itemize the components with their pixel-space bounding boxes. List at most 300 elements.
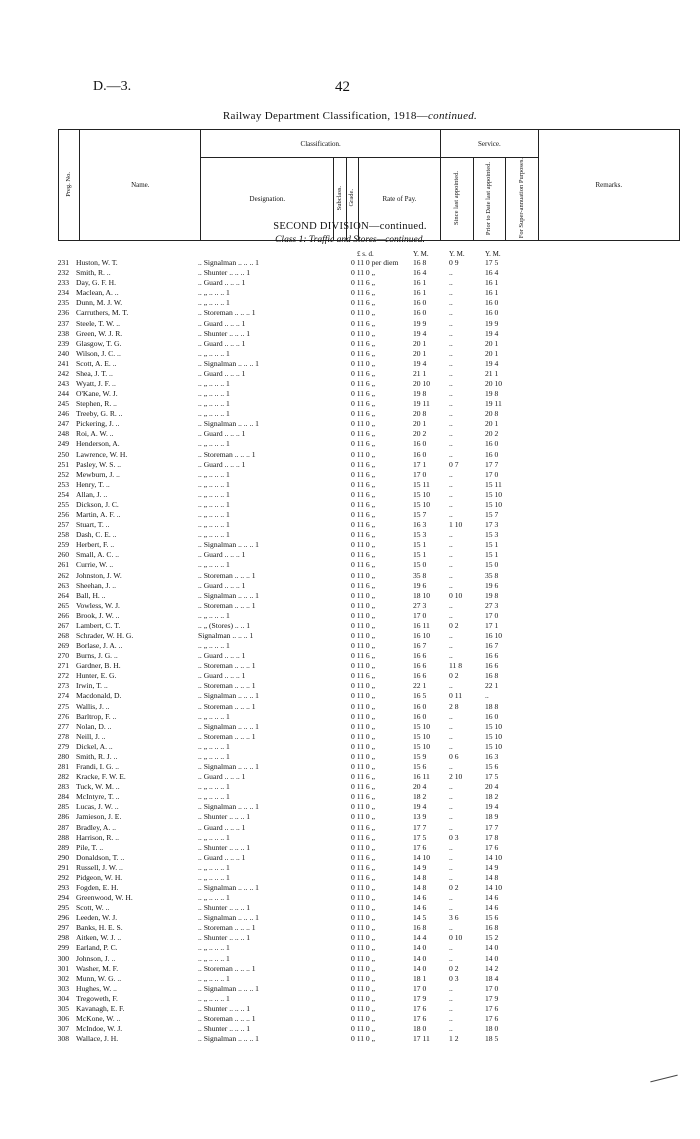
row-prior: .. <box>449 389 453 398</box>
row-designation: .. „ .. .. .. 1 <box>198 510 230 519</box>
row-rate-of-pay: 0 11 6 „ <box>351 348 375 358</box>
table-row <box>0 399 700 408</box>
row-superannuation: 19 9 <box>485 318 499 328</box>
row-prior: .. <box>449 338 453 348</box>
row-prior: .. <box>449 409 453 419</box>
row-designation: .. Storeman .. .. .. 1 <box>198 661 256 671</box>
row-number: 296 <box>57 913 69 923</box>
row-rate-of-pay: 0 11 0 „ <box>351 973 375 983</box>
row-prior: .. <box>449 278 453 288</box>
row-designation: .. „ .. .. .. 1 <box>198 973 230 983</box>
row-number: 292 <box>57 872 69 882</box>
row-number: 237 <box>57 318 69 328</box>
table-row <box>0 591 700 600</box>
row-since-last: 15 7 <box>413 510 427 519</box>
row-designation: .. „ .. .. .. 1 <box>198 409 230 419</box>
row-name: Leeden, W. J. <box>76 913 118 923</box>
row-number: 236 <box>57 308 69 318</box>
table-row <box>0 812 700 821</box>
row-since-last: 16 7 <box>413 641 427 650</box>
row-since-last: 17 5 <box>413 832 427 842</box>
row-rate-of-pay: 0 11 0 „ <box>351 883 375 892</box>
row-prior: .. <box>449 822 453 832</box>
row-rate-of-pay: 0 11 6 „ <box>351 409 375 419</box>
row-number: 298 <box>57 933 69 943</box>
row-since-last: 13 9 <box>413 812 427 822</box>
row-rate-of-pay: 0 11 6 „ <box>351 318 375 328</box>
table-row <box>0 359 700 368</box>
table-row <box>0 621 700 630</box>
row-name: Smith, R. J. .. <box>76 751 118 761</box>
row-superannuation: 21 1 <box>485 368 499 378</box>
row-prior: .. <box>449 358 453 368</box>
row-designation: .. Signalman .. .. .. 1 <box>198 419 259 429</box>
row-number: 250 <box>57 449 69 459</box>
row-since-last: 18 0 <box>413 1024 427 1034</box>
row-designation: .. Signalman .. .. .. 1 <box>198 590 259 600</box>
row-rate-of-pay: 0 11 6 „ <box>351 852 375 862</box>
row-prior: .. <box>449 499 453 509</box>
row-since-last: 16 1 <box>413 278 427 288</box>
table-row <box>0 782 700 791</box>
row-rate-of-pay: 0 11 0 „ <box>351 933 375 943</box>
row-designation: .. Signalman .. .. .. 1 <box>198 883 259 892</box>
table-row <box>0 540 700 549</box>
row-rate-of-pay: 0 11 6 „ <box>351 580 375 590</box>
row-since-last: 20 1 <box>413 338 427 348</box>
row-since-last: 15 10 <box>413 731 431 741</box>
row-designation: .. Guard .. .. .. 1 <box>198 429 246 439</box>
row-name: Banks, H. E. S. <box>76 923 123 933</box>
row-name: McIndoe, W. J. <box>76 1024 123 1034</box>
row-name: Small, A. C. .. <box>76 550 120 560</box>
row-superannuation: 35 8 <box>485 570 499 580</box>
table-row <box>0 510 700 519</box>
row-number: 258 <box>57 530 69 540</box>
table-row <box>0 712 700 721</box>
row-superannuation: 16 8 <box>485 671 499 681</box>
row-designation: .. Shunter .. .. .. 1 <box>198 842 251 852</box>
table-row <box>0 258 700 267</box>
row-name: Neill, J. .. <box>76 731 106 741</box>
row-superannuation: 20 1 <box>485 338 499 348</box>
row-since-last: 16 11 <box>413 772 430 782</box>
table-row <box>0 863 700 872</box>
table-row <box>0 389 700 398</box>
row-since-last: 20 2 <box>413 429 427 439</box>
row-number: 260 <box>57 550 69 560</box>
row-rate-of-pay: 0 11 6 „ <box>351 379 375 388</box>
row-number: 271 <box>57 661 69 671</box>
row-number: 301 <box>57 963 69 973</box>
row-superannuation: 15 7 <box>485 510 499 519</box>
row-rate-of-pay: 0 11 0 „ <box>351 661 375 671</box>
row-since-last: 14 0 <box>413 953 427 963</box>
row-prior: 0 11 <box>449 691 463 701</box>
row-prior: .. <box>449 560 453 570</box>
row-designation: .. „ .. .. .. 1 <box>198 520 230 530</box>
row-number: 288 <box>57 832 69 842</box>
row-rate-of-pay: 0 11 0 „ <box>351 540 375 550</box>
row-number: 262 <box>57 570 69 580</box>
row-number: 278 <box>57 731 69 741</box>
row-name: Currie, W. .. <box>76 560 114 570</box>
row-rate-of-pay: 0 11 0 „ <box>351 631 375 640</box>
row-name: Allan, J. .. <box>76 489 108 499</box>
table-row <box>0 802 700 811</box>
row-superannuation: 19 6 <box>485 580 499 590</box>
table-row <box>0 893 700 902</box>
row-number: 268 <box>57 631 69 640</box>
row-name: Wallis, J. .. <box>76 701 110 711</box>
row-superannuation: 17 9 <box>485 993 499 1003</box>
row-superannuation: 16 0 <box>485 449 499 459</box>
table-row <box>0 611 700 620</box>
service-header: Service. <box>441 130 539 158</box>
row-rate-of-pay: 0 11 0 „ <box>351 641 375 650</box>
row-name: Maclean, A. .. <box>76 288 119 298</box>
table-row <box>0 762 700 771</box>
row-designation: .. Shunter .. .. .. 1 <box>198 903 251 913</box>
row-name: Hughes, W. .. <box>76 983 117 993</box>
table-row <box>0 339 700 348</box>
row-prior: .. <box>449 419 453 429</box>
row-designation: .. Signalman .. .. .. 1 <box>198 721 259 731</box>
row-name: Henderson, A. <box>76 439 120 449</box>
row-name: Martin, A. F. .. <box>76 510 121 519</box>
row-prior: .. <box>449 711 453 721</box>
row-number: 254 <box>57 489 69 499</box>
row-name: Henry, T. .. <box>76 479 110 489</box>
row-number: 275 <box>57 701 69 711</box>
row-prior: 0 3 <box>449 973 459 983</box>
row-rate-of-pay: 0 11 6 „ <box>351 459 375 469</box>
row-name: Munn, W. G. .. <box>76 973 122 983</box>
division-heading: SECOND DIVISION—continued. <box>273 221 427 232</box>
row-name: Dash, C. E. .. <box>76 530 117 540</box>
row-prior: .. <box>449 379 453 388</box>
row-number: 272 <box>57 671 69 681</box>
designation-header: Designation. <box>201 158 334 241</box>
row-name: Carruthers, M. T. <box>76 308 129 318</box>
row-rate-of-pay: 0 11 0 „ <box>351 953 375 963</box>
row-designation: .. „ .. .. .. 1 <box>198 943 230 953</box>
row-since-last: 19 6 <box>413 580 427 590</box>
row-since-last: 14 5 <box>413 913 427 923</box>
row-designation: .. Guard .. .. .. 1 <box>198 550 246 560</box>
row-designation: .. „ .. .. .. 1 <box>198 560 230 570</box>
row-prior: 0 10 <box>449 933 463 943</box>
row-prior: .. <box>449 862 453 872</box>
table-row <box>0 943 700 952</box>
table-row <box>0 1004 700 1013</box>
row-since-last: 19 9 <box>413 318 427 328</box>
row-prior: .. <box>449 368 453 378</box>
row-number: 294 <box>57 893 69 902</box>
row-designation: .. „ .. .. .. 1 <box>198 792 230 802</box>
row-name: Kracke, F. W. E. <box>76 772 126 782</box>
row-name: Harrison, R. .. <box>76 832 120 842</box>
row-superannuation: 19 4 <box>485 802 499 812</box>
row-superannuation: 17 8 <box>485 832 499 842</box>
row-rate-of-pay: 0 11 0 „ <box>351 842 375 852</box>
row-superannuation: 14 10 <box>485 852 503 862</box>
row-rate-of-pay: 0 11 0 „ <box>351 620 375 630</box>
row-prior: .. <box>449 953 453 963</box>
row-name: Jamieson, J. E. <box>76 812 122 822</box>
ym-prior-units: Y. M. <box>449 250 465 258</box>
row-since-last: 17 11 <box>413 1034 430 1044</box>
row-designation: .. Signalman .. .. .. 1 <box>198 802 259 812</box>
row-name: Day, G. F. H. <box>76 278 117 288</box>
row-rate-of-pay: 0 11 0 „ <box>351 1024 375 1034</box>
table-row <box>0 903 700 912</box>
row-prior: .. <box>449 399 453 409</box>
row-since-last: 16 3 <box>413 520 427 530</box>
table-row <box>0 409 700 418</box>
row-since-last: 15 10 <box>413 489 431 499</box>
row-number: 259 <box>57 540 69 550</box>
row-rate-of-pay: 0 11 0 „ <box>351 762 375 771</box>
row-superannuation: 16 0 <box>485 711 499 721</box>
row-since-last: 16 4 <box>413 268 427 278</box>
row-name: Roi, A. W. .. <box>76 429 114 439</box>
row-designation: .. Storeman .. .. .. 1 <box>198 923 256 933</box>
row-designation: .. „ (Stores) .. .. 1 <box>198 620 251 630</box>
row-name: Tregoweth, F. <box>76 993 118 1003</box>
row-prior: .. <box>449 429 453 439</box>
row-prior: .. <box>449 288 453 298</box>
row-number: 257 <box>57 520 69 530</box>
row-superannuation: 15 11 <box>485 479 502 489</box>
row-rate-of-pay: 0 11 0 „ <box>351 741 375 751</box>
row-designation: .. „ .. .. .. 1 <box>198 893 230 902</box>
row-number: 280 <box>57 751 69 761</box>
classification-header: Classification. <box>201 130 441 158</box>
row-prior: .. <box>449 489 453 499</box>
row-prior: 0 2 <box>449 883 459 892</box>
row-since-last: 16 6 <box>413 671 427 681</box>
row-number: 290 <box>57 852 69 862</box>
row-number: 279 <box>57 741 69 751</box>
row-since-last: 16 0 <box>413 701 427 711</box>
row-name: Steele, T. W. .. <box>76 318 121 328</box>
rate-header: Rate of Pay. <box>358 158 440 241</box>
row-designation: Signalman .. .. .. 1 <box>198 631 254 640</box>
row-rate-of-pay: 0 11 0 „ <box>351 812 375 822</box>
row-since-last: 20 8 <box>413 409 427 419</box>
row-number: 255 <box>57 499 69 509</box>
row-name: O'Kane, W. J. <box>76 389 118 398</box>
row-prior: 0 6 <box>449 751 459 761</box>
row-rate-of-pay: 0 11 0 „ <box>351 711 375 721</box>
row-since-last: 18 1 <box>413 973 427 983</box>
row-rate-of-pay: 0 11 0 „ <box>351 268 375 278</box>
row-name: Smith, R. .. <box>76 268 111 278</box>
row-since-last: 16 0 <box>413 449 427 459</box>
row-since-last: 15 1 <box>413 540 427 550</box>
row-designation: .. „ .. .. .. 1 <box>198 499 230 509</box>
row-name: Wilson, J. C. .. <box>76 348 121 358</box>
row-prior: .. <box>449 802 453 812</box>
row-number: 307 <box>57 1024 69 1034</box>
row-number: 289 <box>57 842 69 852</box>
row-since-last: 15 10 <box>413 741 431 751</box>
row-name: Irwin, T. .. <box>76 681 108 691</box>
table-row <box>0 873 700 882</box>
row-rate-of-pay: 0 11 0 „ <box>351 802 375 812</box>
row-superannuation: 15 10 <box>485 741 503 751</box>
row-since-last: 16 6 <box>413 651 427 661</box>
row-since-last: 15 10 <box>413 499 431 509</box>
row-prior: 0 2 <box>449 963 459 973</box>
row-superannuation: 17 0 <box>485 610 499 620</box>
row-designation: .. „ .. .. .. 1 <box>198 530 230 540</box>
row-since-last: 17 6 <box>413 842 427 852</box>
row-number: 263 <box>57 580 69 590</box>
table-row <box>0 288 700 297</box>
row-superannuation: 20 8 <box>485 409 499 419</box>
row-rate-of-pay: 0 11 0 „ <box>351 1014 375 1023</box>
row-name: Herbert, F. .. <box>76 540 115 550</box>
row-designation: .. Shunter .. .. .. 1 <box>198 1024 251 1034</box>
table-row <box>0 480 700 489</box>
row-number: 238 <box>57 328 69 338</box>
row-since-last: 20 10 <box>413 379 431 388</box>
row-prior: .. <box>449 792 453 802</box>
row-number: 282 <box>57 772 69 782</box>
row-superannuation: 14 8 <box>485 872 499 882</box>
row-superannuation: 17 7 <box>485 459 499 469</box>
row-prior: .. <box>449 469 453 479</box>
row-prior: 3 6 <box>449 913 459 923</box>
row-name: Wallace, J. H. <box>76 1034 119 1044</box>
table-row <box>0 702 700 711</box>
table-row <box>0 419 700 428</box>
remarks-header: Remarks. <box>538 130 679 241</box>
row-superannuation: 16 1 <box>485 278 499 288</box>
row-since-last: 19 11 <box>413 399 430 409</box>
table-row <box>0 500 700 509</box>
table-row <box>0 671 700 680</box>
row-rate-of-pay: 0 11 0 „ <box>351 893 375 902</box>
row-name: Treeby, G. R. .. <box>76 409 123 419</box>
row-name: Lawrence, W. H. <box>76 449 128 459</box>
row-superannuation: 16 10 <box>485 631 503 640</box>
table-row <box>0 913 700 922</box>
row-rate-of-pay: 0 11 6 „ <box>351 782 375 792</box>
row-since-last: 14 6 <box>413 893 427 902</box>
row-superannuation: 15 10 <box>485 499 503 509</box>
row-superannuation: 17 3 <box>485 520 499 530</box>
row-superannuation: 17 7 <box>485 822 499 832</box>
row-designation: .. „ .. .. .. 1 <box>198 832 230 842</box>
row-since-last: 14 10 <box>413 852 431 862</box>
row-designation: .. Storeman .. .. .. 1 <box>198 308 256 318</box>
row-superannuation: 20 10 <box>485 379 503 388</box>
row-superannuation: 19 8 <box>485 590 499 600</box>
row-rate-of-pay: 0 11 6 „ <box>351 429 375 439</box>
row-name: Huston, W. T. <box>76 258 118 267</box>
row-number: 266 <box>57 610 69 620</box>
row-rate-of-pay: 0 11 6 „ <box>351 368 375 378</box>
row-since-last: 15 3 <box>413 530 427 540</box>
row-superannuation: 18 8 <box>485 701 499 711</box>
row-prior: .. <box>449 903 453 913</box>
row-superannuation: 14 9 <box>485 862 499 872</box>
row-designation: .. Signalman .. .. .. 1 <box>198 540 259 550</box>
row-rate-of-pay: 0 11 6 „ <box>351 338 375 348</box>
row-rate-of-pay: 0 11 6 „ <box>351 520 375 530</box>
row-name: Wyatt, J. F. .. <box>76 379 116 388</box>
row-number: 305 <box>57 1003 69 1013</box>
row-number: 299 <box>57 943 69 953</box>
row-designation: .. Signalman .. .. .. 1 <box>198 762 259 771</box>
row-superannuation: 14 6 <box>485 893 499 902</box>
row-designation: .. Shunter .. .. .. 1 <box>198 1003 251 1013</box>
row-rate-of-pay: 0 11 6 „ <box>351 399 375 409</box>
row-number: 284 <box>57 792 69 802</box>
table-row <box>0 601 700 610</box>
table-row <box>0 691 700 700</box>
row-name: Russell, J. W. .. <box>76 862 123 872</box>
row-since-last: 18 10 <box>413 590 431 600</box>
row-since-last: 16 0 <box>413 439 427 449</box>
row-number: 295 <box>57 903 69 913</box>
row-designation: .. „ .. .. .. 1 <box>198 399 230 409</box>
row-prior: .. <box>449 1014 453 1023</box>
row-prior: .. <box>449 983 453 993</box>
row-prior: .. <box>449 993 453 1003</box>
table-row <box>0 520 700 529</box>
row-name: Lambert, C. T. <box>76 620 121 630</box>
row-designation: .. Shunter .. .. .. 1 <box>198 268 251 278</box>
row-name: Johnston, J. W. <box>76 570 122 580</box>
row-rate-of-pay: 0 11 0 „ <box>351 923 375 933</box>
row-number: 252 <box>57 469 69 479</box>
row-since-last: 16 5 <box>413 691 427 701</box>
row-number: 276 <box>57 711 69 721</box>
row-superannuation: 15 10 <box>485 489 503 499</box>
ym-since-units: Y. M. <box>413 250 429 258</box>
row-name: Vowless, W. J. <box>76 600 120 610</box>
row-superannuation: 17 5 <box>485 772 499 782</box>
row-designation: .. Guard .. .. .. 1 <box>198 772 246 782</box>
row-prior: .. <box>449 570 453 580</box>
row-superannuation: 16 3 <box>485 751 499 761</box>
row-prior: .. <box>449 872 453 882</box>
row-number: 234 <box>57 288 69 298</box>
row-rate-of-pay: 0 11 0 „ <box>351 963 375 973</box>
row-prior: .. <box>449 449 453 459</box>
preg-no-header: Preg. No. <box>59 130 80 241</box>
row-since-last: 16 11 <box>413 620 430 630</box>
row-superannuation: 17 6 <box>485 1003 499 1013</box>
row-number: 248 <box>57 429 69 439</box>
row-superannuation: 14 0 <box>485 943 499 953</box>
row-rate-of-pay: 0 11 6 „ <box>351 278 375 288</box>
row-superannuation: 18 5 <box>485 1034 499 1044</box>
table-row <box>0 490 700 499</box>
row-number: 304 <box>57 993 69 1003</box>
row-superannuation: 16 7 <box>485 641 499 650</box>
row-prior: .. <box>449 721 453 731</box>
row-prior: .. <box>449 479 453 489</box>
row-prior: 0 9 <box>449 258 459 267</box>
row-name: Macdonald, D. <box>76 691 122 701</box>
row-since-last: 17 0 <box>413 610 427 620</box>
row-name: Greenwood, W. H. <box>76 893 133 902</box>
